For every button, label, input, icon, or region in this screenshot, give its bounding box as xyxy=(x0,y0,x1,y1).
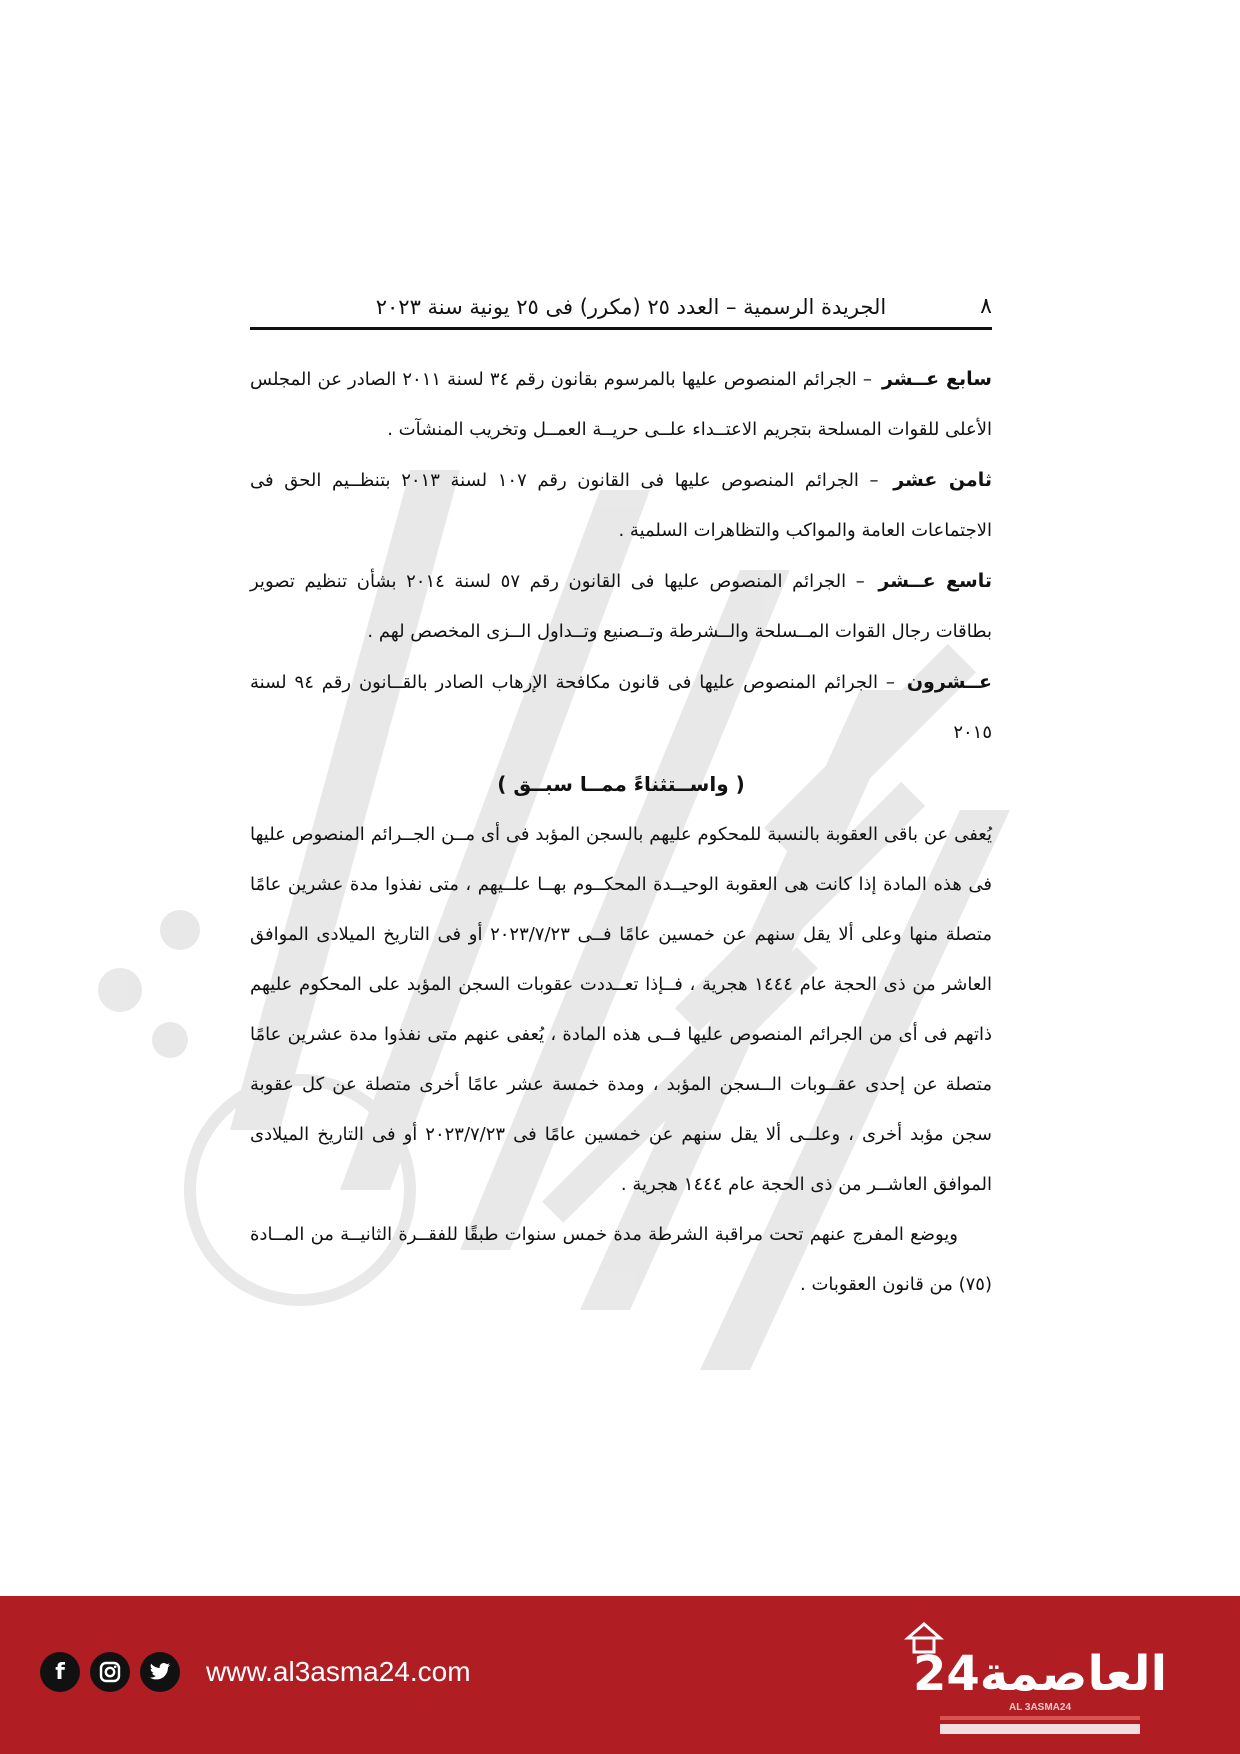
social-links xyxy=(40,1652,180,1692)
instagram-icon[interactable] xyxy=(90,1652,130,1692)
clause-lead: سابع عــشر xyxy=(881,368,992,390)
clause-19 xyxy=(250,556,992,657)
footer-banner xyxy=(0,1596,1240,1754)
clause-lead: عــشرون xyxy=(906,671,992,693)
svg-text:العاصمة24: العاصمة24 xyxy=(912,1646,1168,1702)
clause-text: – الجرائم المنصوص عليها بالمرسوم بقانون رقم ٣٤ لسنة ٢٠١١ الصادر عن المجلس الأعلى للقوات المسلحة بتجريم الاعتــداء علــى حريــة العمــل وتخريب المنشآت . xyxy=(250,369,992,440)
document-body xyxy=(250,354,992,1310)
clause-text: – الجرائم المنصوص عليها فى القانون رقم ٥٧ لسنة ٢٠١٤ بشأن تنظيم تصوير بطاقات رجال القوات المــسلحة والــشرطة وتــصنيع وتــداول الــزى المخصص لهم . xyxy=(250,571,992,642)
pardon-paragraph: يُعفى عن باقى العقوبة بالنسبة للمحكوم عليهم بالسجن المؤبد فى أى مــن الجــرائم المنصوص عليها فى هذه المادة إذا كانت هى العقوبة الوحيــدة المحكــوم بهــا علــيهم ، متى نفذوا مدة عشرين عامًا متصلة منها وعلى ألا يقل سنهم عن خمسين عامًا فــى ٢٠٢٣/٧/٢٣ أو فى التاريخ الميلادى الموافق العاشر من ذى الحجة عام ١٤٤٤ هجرية ، فــإذا تعــددت عقوبات السجن المؤبد على المحكوم عليهم ذاتهم فى أى من الجرائم المنصوص عليها فــى هذه المادة ، يُعفى عنهم متى نفذوا مدة عشرين عامًا متصلة عن إحدى عقــوبات الــسجن المؤبد ، ومدة خمسة عشر عامًا أخرى متصلة عن كل عقوبة سجن مؤبد أخرى ، وعلــى ألا يقل سنهم عن خمسين عامًا فى ٢٠٢٣/٧/٢٣ أو فى التاريخ الميلادى الموافق العاشــر من ذى الحجة عام ١٤٤٤ هجرية . xyxy=(250,824,993,1195)
clause-18 xyxy=(250,455,992,556)
section-title: ( واســتثناءً ممــا سبــق ) xyxy=(497,772,745,796)
svg-text:AL 3ASMA24: AL 3ASMA24 xyxy=(1008,1702,1072,1713)
website-link[interactable]: www.al3asma24.com xyxy=(206,1656,471,1687)
clause-text: – الجرائم المنصوص عليها فى قانون مكافحة الإرهاب الصادر بالقــانون رقم ٩٤ لسنة ٢٠١٥ xyxy=(250,672,992,743)
supervision-paragraph: ويوضع المفرج عنهم تحت مراقبة الشرطة مدة خمس سنوات طبقًا للفقــرة الثانيــة من المــادة (٧٥) من قانون العقوبات . xyxy=(250,1224,992,1295)
clause-lead: ثامن عشر xyxy=(893,469,992,491)
page-number: ٨ xyxy=(980,294,992,319)
clause-17 xyxy=(250,354,992,455)
facebook-icon[interactable]: f xyxy=(40,1652,80,1692)
clause-text: – الجرائم المنصوص عليها فى القانون رقم ١٠٧ لسنة ٢٠١٣ بتنظــيم الحق فى الاجتماعات العامة والمواكب والتظاهرات السلمية . xyxy=(250,470,992,541)
al3asma24-logo xyxy=(890,1618,1190,1738)
gazette-header-title: الجريدة الرسمية – العدد ٢٥ (مكرر) فى ٢٥ يونية سنة ٢٠٢٣ xyxy=(375,294,887,319)
clause-20 xyxy=(250,657,992,758)
page-header xyxy=(250,286,992,330)
clause-lead: تاسع عــشر xyxy=(878,570,992,592)
twitter-icon[interactable] xyxy=(140,1652,180,1692)
